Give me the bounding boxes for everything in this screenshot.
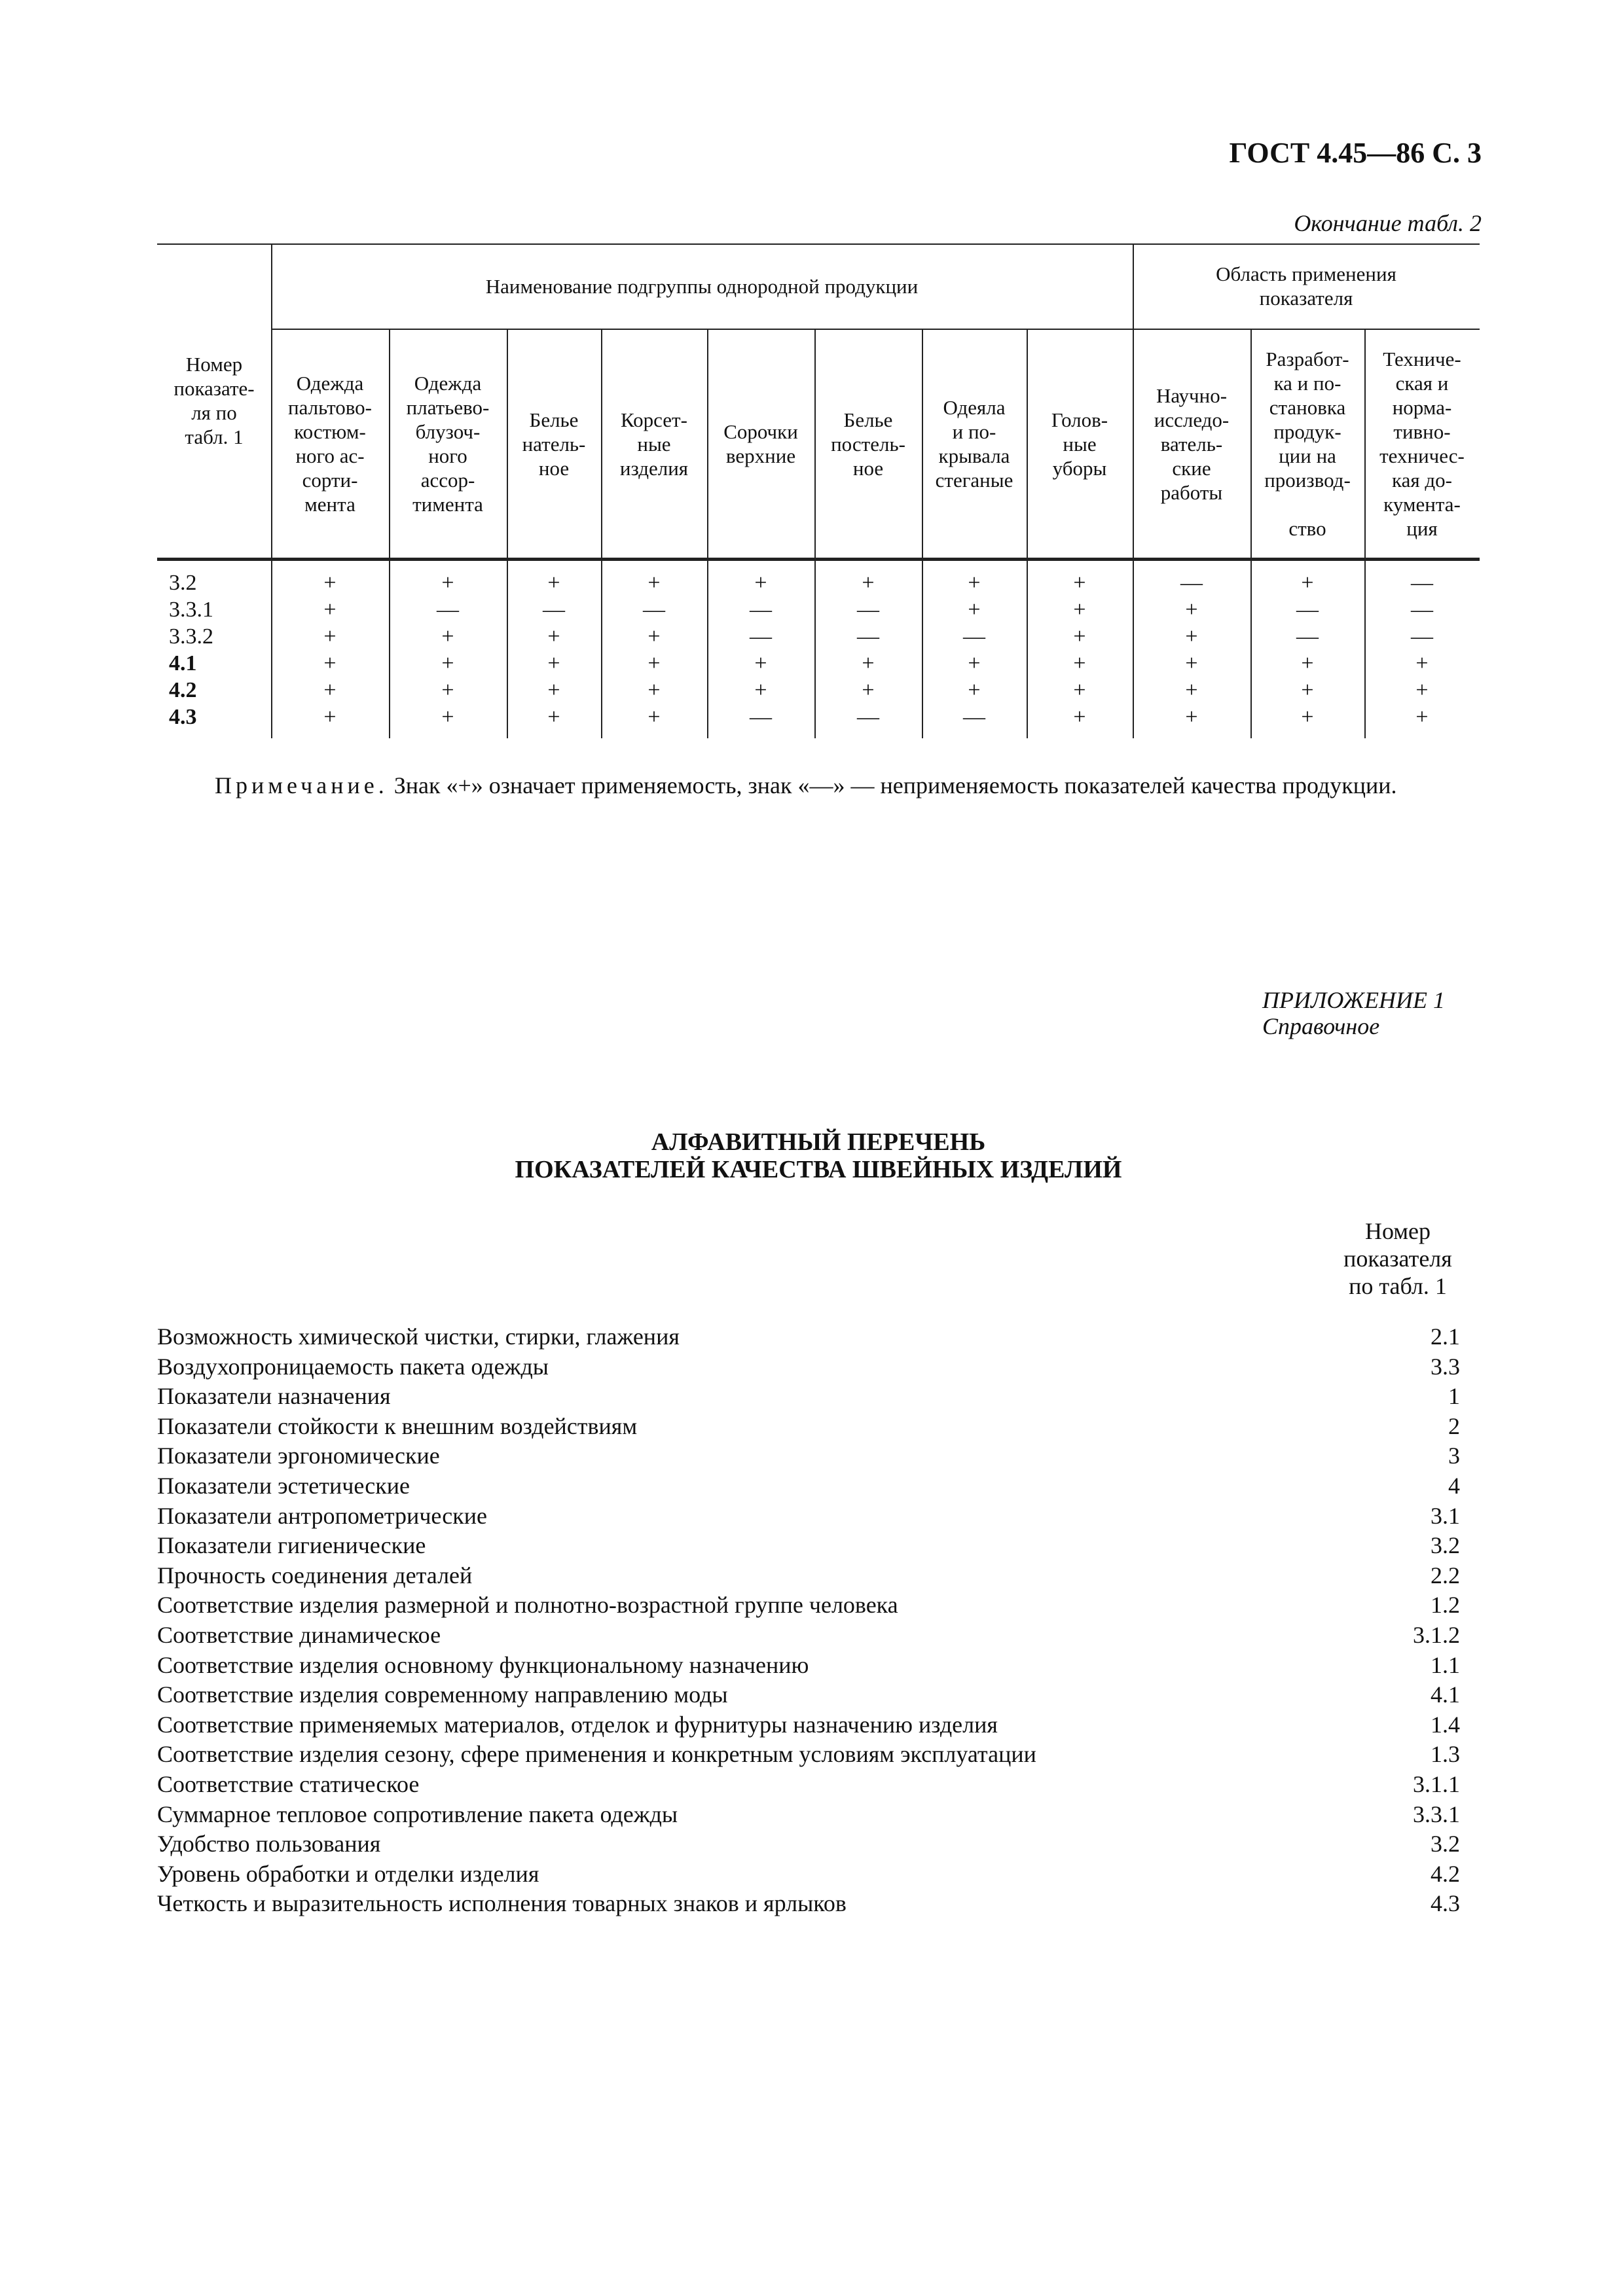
col-header-dresses bbox=[389, 330, 507, 558]
col-header-line: Белье bbox=[529, 408, 579, 431]
number-header-line: по табл. 1 bbox=[1349, 1273, 1447, 1299]
indicator-name: Соответствие статическое bbox=[157, 1770, 420, 1797]
applicability-mark: + bbox=[441, 678, 454, 702]
col-header-line: и по- bbox=[952, 420, 996, 443]
col-header-line: ные bbox=[1063, 432, 1097, 456]
applicability-mark: + bbox=[547, 571, 560, 595]
list-item bbox=[157, 1621, 1473, 1651]
col-header-production bbox=[1250, 330, 1364, 558]
indicator-name: Показатели эргономические bbox=[157, 1443, 440, 1469]
col-header-line: Одежда bbox=[414, 372, 482, 395]
col-header-line: ка и по- bbox=[1273, 372, 1341, 395]
indicator-name: Возможность химической чистки, стирки, глажения bbox=[157, 1323, 680, 1350]
list-item bbox=[157, 1531, 1473, 1561]
applicability-mark: — bbox=[963, 705, 985, 729]
col-header-line: Научно- bbox=[1156, 384, 1228, 407]
indicator-number: 4.2 bbox=[1431, 1860, 1460, 1887]
applicability-mark: — bbox=[543, 598, 565, 622]
col-header-corsetry bbox=[601, 330, 707, 558]
applicability-mark: + bbox=[647, 571, 661, 595]
applicability-mark: + bbox=[1415, 705, 1429, 729]
indicator-number: 1.3 bbox=[1431, 1741, 1460, 1768]
number-header-line: Номер bbox=[1364, 1218, 1431, 1244]
applicability-mark: — bbox=[1411, 571, 1433, 595]
indicator-name: Показатели эстетические bbox=[157, 1472, 410, 1499]
indicator-number: 4.3 bbox=[1431, 1890, 1460, 1917]
indicator-number: 1.4 bbox=[1431, 1711, 1460, 1738]
row-number: 4.2 bbox=[169, 678, 197, 702]
heading-line-1: АЛФАВИТНЫЙ ПЕРЕЧЕНЬ bbox=[651, 1128, 986, 1156]
applicability-mark: + bbox=[323, 598, 337, 622]
col-header-coats bbox=[271, 330, 389, 558]
list-item bbox=[157, 1800, 1473, 1830]
applicability-mark: + bbox=[441, 571, 454, 595]
list-item bbox=[157, 1441, 1473, 1471]
indicator-name: Соответствие динамическое bbox=[157, 1621, 441, 1648]
row-number: 3.3.2 bbox=[169, 624, 213, 649]
indicator-number: 3.1.1 bbox=[1413, 1770, 1460, 1797]
list-item bbox=[157, 1651, 1473, 1681]
col-header-line: Одеяла bbox=[943, 396, 1006, 419]
group-header-application-area: Область применения показателя bbox=[1216, 262, 1396, 310]
table-note bbox=[157, 771, 1480, 800]
list-item bbox=[157, 1382, 1473, 1412]
applicability-mark: + bbox=[1301, 571, 1314, 595]
number-column-header bbox=[1316, 1217, 1480, 1300]
list-item bbox=[157, 1859, 1473, 1890]
indicator-name: Показатели назначения bbox=[157, 1383, 391, 1410]
col-header-line: Номер bbox=[185, 353, 243, 376]
col-header-line: крывала bbox=[938, 444, 1010, 467]
indicator-name: Соответствие изделия сезону, сфере применения и конкретным условиям эксплуатации bbox=[157, 1741, 1036, 1768]
list-item bbox=[157, 1322, 1473, 1352]
col-header-line: стеганые bbox=[935, 469, 1013, 492]
appendix-subtitle: Справочное bbox=[1262, 1013, 1380, 1039]
list-item bbox=[157, 1710, 1473, 1740]
col-header-line: техничес- bbox=[1379, 444, 1465, 467]
list-item bbox=[157, 1770, 1473, 1800]
col-header-line: ного ас- bbox=[295, 444, 365, 467]
col-header-bedlinen bbox=[814, 330, 922, 558]
applicability-mark: + bbox=[754, 571, 767, 595]
list-item bbox=[157, 1740, 1473, 1770]
list-item bbox=[157, 1471, 1473, 1501]
applicability-mark: + bbox=[647, 705, 661, 729]
indicator-number: 3.1.2 bbox=[1413, 1621, 1460, 1648]
applicability-mark: — bbox=[437, 598, 459, 622]
applicability-mark: — bbox=[857, 598, 879, 622]
applicability-mark: — bbox=[750, 624, 772, 649]
applicability-mark: + bbox=[323, 651, 337, 675]
col-header-line: ские bbox=[1172, 456, 1211, 480]
col-header-line: Сорочки bbox=[723, 420, 798, 443]
col-header-line: постель- bbox=[831, 432, 905, 456]
col-header-underwear bbox=[507, 330, 601, 558]
applicability-mark: + bbox=[1073, 571, 1086, 595]
list-item bbox=[157, 1829, 1473, 1859]
list-item bbox=[157, 1680, 1473, 1710]
col-header-line: ции на bbox=[1279, 444, 1336, 467]
table-row bbox=[157, 650, 1480, 677]
applicability-mark: + bbox=[441, 624, 454, 649]
indicator-name: Прочность соединения деталей bbox=[157, 1562, 473, 1588]
table-row bbox=[157, 704, 1480, 730]
applicability-mark: — bbox=[1296, 624, 1319, 649]
appendix-heading bbox=[157, 1128, 1480, 1183]
col-header-line: становка bbox=[1269, 396, 1346, 419]
indicator-name: Показатели антропометрические bbox=[157, 1502, 488, 1529]
col-header-line: показате- bbox=[173, 377, 255, 400]
col-header-line: Разработ- bbox=[1266, 348, 1349, 370]
col-header-line: производ- bbox=[1264, 469, 1351, 492]
applicability-mark: + bbox=[647, 624, 661, 649]
applicability-mark: + bbox=[1185, 598, 1198, 622]
col-header-research bbox=[1133, 330, 1250, 558]
indicator-list bbox=[157, 1322, 1473, 1919]
applicability-mark: + bbox=[968, 678, 981, 702]
applicability-mark: + bbox=[1185, 624, 1198, 649]
header-bottom-rule bbox=[157, 558, 1480, 561]
col-header-line: исследо- bbox=[1154, 408, 1230, 431]
col-header-line: ская и bbox=[1395, 372, 1449, 395]
applicability-mark: + bbox=[323, 678, 337, 702]
applicability-mark: — bbox=[857, 624, 879, 649]
col-header-line: продук- bbox=[1273, 420, 1341, 443]
indicator-name: Соответствие изделия размерной и полнотно-возрастной группе человека bbox=[157, 1592, 898, 1619]
indicator-number: 3.1 bbox=[1431, 1502, 1460, 1529]
indicator-number: 1.2 bbox=[1431, 1592, 1460, 1619]
applicability-mark: + bbox=[647, 651, 661, 675]
row-number: 4.3 bbox=[169, 705, 197, 729]
list-item bbox=[157, 1561, 1473, 1591]
list-item bbox=[157, 1352, 1473, 1382]
col-header-line: норма- bbox=[1392, 396, 1452, 419]
applicability-mark: + bbox=[323, 705, 337, 729]
indicator-number: 4 bbox=[1448, 1472, 1460, 1499]
applicability-mark: — bbox=[1411, 624, 1433, 649]
indicator-name: Четкость и выразительность исполнения товарных знаков и ярлыков bbox=[157, 1890, 847, 1917]
indicator-number: 2.1 bbox=[1431, 1323, 1460, 1350]
indicator-number: 2.2 bbox=[1431, 1562, 1460, 1588]
row-number: 4.1 bbox=[169, 651, 197, 675]
applicability-mark: — bbox=[750, 598, 772, 622]
table-row bbox=[157, 569, 1480, 596]
col-header-quilts bbox=[922, 330, 1027, 558]
list-item bbox=[157, 1889, 1473, 1919]
col-header-line: Техниче- bbox=[1383, 348, 1461, 370]
table-continuation-label: Окончание табл. 2 bbox=[1294, 210, 1482, 236]
indicator-number: 3.3.1 bbox=[1413, 1801, 1460, 1827]
applicability-mark: — bbox=[963, 624, 985, 649]
heading-line-2: ПОКАЗАТЕЛЕЙ КАЧЕСТВА ШВЕЙНЫХ ИЗДЕЛИЙ bbox=[515, 1156, 1122, 1183]
indicator-name: Удобство пользования bbox=[157, 1831, 381, 1857]
list-item bbox=[157, 1501, 1473, 1532]
applicability-mark: + bbox=[323, 571, 337, 595]
indicator-name: Воздухопроницаемость пакета одежды bbox=[157, 1353, 549, 1380]
table-row bbox=[157, 677, 1480, 704]
col-header-line: ное bbox=[852, 456, 884, 480]
applicability-mark: + bbox=[1073, 705, 1086, 729]
applicability-mark: + bbox=[1415, 678, 1429, 702]
col-header-shirts bbox=[707, 330, 814, 558]
col-header-line: уборы bbox=[1052, 456, 1107, 480]
applicability-mark: + bbox=[1415, 651, 1429, 675]
applicability-table bbox=[157, 243, 1480, 738]
applicability-mark: + bbox=[754, 651, 767, 675]
col-header-line: ассор- bbox=[420, 469, 475, 492]
applicability-mark: — bbox=[1411, 598, 1433, 622]
applicability-mark: — bbox=[750, 705, 772, 729]
group-header-product-subgroup: Наименование подгруппы однородной продукции bbox=[485, 274, 919, 298]
col-header-line: ного bbox=[428, 444, 467, 467]
applicability-mark: + bbox=[1301, 705, 1314, 729]
col-header-line: тимента bbox=[412, 493, 483, 516]
applicability-mark: — bbox=[1180, 571, 1203, 595]
col-header-line: тивно- bbox=[1393, 420, 1451, 443]
col-header-line: Одежда bbox=[296, 372, 364, 395]
col-header-line: мента bbox=[304, 493, 356, 516]
col-header-line: пальтово- bbox=[288, 396, 372, 419]
applicability-mark: + bbox=[547, 624, 560, 649]
appendix-label bbox=[1262, 987, 1445, 1039]
applicability-mark: + bbox=[968, 651, 981, 675]
applicability-mark: — bbox=[1296, 598, 1319, 622]
applicability-mark: + bbox=[1301, 651, 1314, 675]
col-header-line: ция bbox=[1406, 517, 1438, 540]
col-header-line: ное bbox=[538, 456, 570, 480]
indicator-number: 3.2 bbox=[1431, 1831, 1460, 1857]
applicability-mark: + bbox=[323, 624, 337, 649]
row-number: 3.2 bbox=[169, 571, 197, 595]
col-header-line: ство bbox=[1288, 517, 1326, 540]
applicability-mark: + bbox=[1301, 678, 1314, 702]
applicability-mark: + bbox=[647, 678, 661, 702]
indicator-number: 3.2 bbox=[1431, 1532, 1460, 1559]
indicator-name: Соответствие изделия основному функциональному назначению bbox=[157, 1651, 809, 1678]
col-header-line: работы bbox=[1160, 480, 1223, 504]
indicator-number: 4.1 bbox=[1431, 1681, 1460, 1708]
col-header-line: табл. 1 bbox=[185, 425, 244, 448]
indicator-number: 1.1 bbox=[1431, 1651, 1460, 1678]
page-header: ГОСТ 4.45—86 С. 3 bbox=[1229, 137, 1482, 169]
col-header-line: натель- bbox=[522, 432, 586, 456]
indicator-name: Показатели стойкости к внешним воздействиям bbox=[157, 1412, 638, 1439]
applicability-mark: + bbox=[968, 571, 981, 595]
col-header-line: Голов- bbox=[1051, 408, 1108, 431]
col-header-line: ватель- bbox=[1160, 432, 1223, 456]
list-item bbox=[157, 1590, 1473, 1621]
indicator-number: 1 bbox=[1448, 1383, 1460, 1410]
applicability-mark: + bbox=[547, 678, 560, 702]
col-header-line: ля по bbox=[191, 401, 237, 424]
row-number: 3.3.1 bbox=[169, 598, 213, 622]
applicability-mark: + bbox=[1185, 651, 1198, 675]
number-header-line: показателя bbox=[1343, 1246, 1452, 1272]
col-header-line: Корсет- bbox=[621, 408, 687, 431]
col-header-line: ные bbox=[637, 432, 671, 456]
col-header-line: Белье bbox=[843, 408, 893, 431]
applicability-mark: + bbox=[968, 598, 981, 622]
col-header-indicator-number bbox=[157, 243, 271, 558]
applicability-mark: — bbox=[857, 705, 879, 729]
indicator-number: 2 bbox=[1448, 1412, 1460, 1439]
applicability-mark: + bbox=[441, 705, 454, 729]
applicability-mark: — bbox=[643, 598, 665, 622]
applicability-mark: + bbox=[862, 571, 875, 595]
col-header-line: сорти- bbox=[302, 469, 358, 492]
applicability-mark: + bbox=[547, 651, 560, 675]
col-header-line: костюм- bbox=[294, 420, 366, 443]
indicator-name: Суммарное тепловое сопротивление пакета одежды bbox=[157, 1801, 678, 1827]
applicability-mark: + bbox=[1073, 598, 1086, 622]
indicator-name: Соответствие изделия современному направлению моды bbox=[157, 1681, 728, 1708]
col-header-line: кумента- bbox=[1383, 493, 1461, 516]
applicability-mark: + bbox=[754, 678, 767, 702]
col-header-line: кая до- bbox=[1392, 469, 1452, 492]
indicator-name: Показатели гигиенические bbox=[157, 1532, 426, 1559]
applicability-mark: + bbox=[1073, 678, 1086, 702]
applicability-mark: + bbox=[1073, 624, 1086, 649]
note-lead: Примечание. bbox=[215, 772, 388, 798]
list-item bbox=[157, 1412, 1473, 1442]
col-header-documentation bbox=[1364, 330, 1480, 558]
indicator-number: 3 bbox=[1448, 1443, 1460, 1469]
table-row bbox=[157, 596, 1480, 623]
col-header-line: блузоч- bbox=[415, 420, 481, 443]
applicability-mark: + bbox=[862, 678, 875, 702]
col-header-line: верхние bbox=[725, 444, 796, 467]
col-header-line: платьево- bbox=[406, 396, 490, 419]
indicator-number: 3.3 bbox=[1431, 1353, 1460, 1380]
col-header-headwear bbox=[1027, 330, 1133, 558]
applicability-mark: + bbox=[1073, 651, 1086, 675]
note-text: Знак «+» означает применяемость, знак «—» — неприменяемость показателей качества продукции. bbox=[393, 772, 1397, 798]
applicability-mark: + bbox=[862, 651, 875, 675]
applicability-mark: + bbox=[441, 651, 454, 675]
table-row bbox=[157, 623, 1480, 650]
applicability-mark: + bbox=[1185, 705, 1198, 729]
applicability-mark: + bbox=[1185, 678, 1198, 702]
appendix-title: ПРИЛОЖЕНИЕ 1 bbox=[1262, 987, 1445, 1013]
applicability-mark: + bbox=[547, 705, 560, 729]
indicator-name: Уровень обработки и отделки изделия bbox=[157, 1860, 539, 1887]
indicator-name: Соответствие применяемых материалов, отделок и фурнитуры назначению изделия bbox=[157, 1711, 998, 1738]
col-header-line: изделия bbox=[619, 456, 689, 480]
